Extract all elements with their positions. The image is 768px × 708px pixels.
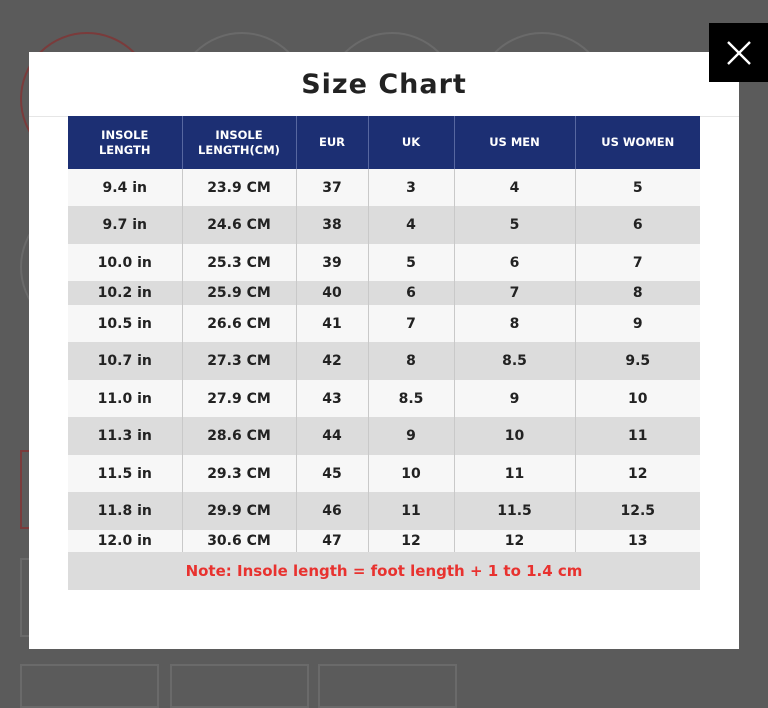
bg-size-option — [170, 664, 309, 708]
table-row — [68, 530, 700, 552]
table-cell: 45 — [296, 455, 368, 492]
table-cell: 4 — [454, 169, 575, 206]
table-row — [68, 342, 700, 380]
table-cell: 8 — [454, 305, 575, 342]
table-row — [68, 455, 700, 492]
table-cell: 6 — [368, 281, 454, 305]
table-cell: 7 — [454, 281, 575, 305]
table-cell: 41 — [296, 305, 368, 342]
size-chart-table — [68, 116, 700, 590]
table-cell: 11.3 in — [68, 417, 182, 455]
table-cell: 4 — [368, 206, 454, 244]
table-cell: 6 — [575, 206, 700, 244]
table-cell: 40 — [296, 281, 368, 305]
table-cell: 9.7 in — [68, 206, 182, 244]
table-cell: 3 — [368, 169, 454, 206]
table-cell: 10.2 in — [68, 281, 182, 305]
header-uk: UK — [368, 116, 454, 169]
modal-title: Size Chart — [301, 68, 467, 100]
table-cell: 6 — [454, 244, 575, 281]
table-cell: 8.5 — [368, 380, 454, 417]
table-cell: 8 — [575, 281, 700, 305]
table-cell: 24.6 CM — [182, 206, 296, 244]
size-chart-modal — [29, 52, 739, 649]
table-cell: 12 — [575, 455, 700, 492]
table-cell: 25.9 CM — [182, 281, 296, 305]
table-cell: 10.7 in — [68, 342, 182, 380]
table-cell: 47 — [296, 530, 368, 552]
table-row — [68, 305, 700, 342]
table-cell: 10.0 in — [68, 244, 182, 281]
table-cell: 10 — [454, 417, 575, 455]
table-cell: 9 — [575, 305, 700, 342]
header-insole-length-cm: INSOLE LENGTH(CM) — [182, 116, 296, 169]
table-header-row — [68, 116, 700, 169]
table-cell: 43 — [296, 380, 368, 417]
table-cell: 27.9 CM — [182, 380, 296, 417]
bg-size-option — [318, 664, 457, 708]
table-row — [68, 281, 700, 305]
table-cell: 39 — [296, 244, 368, 281]
table-cell: 12.0 in — [68, 530, 182, 552]
table-cell: 10 — [575, 380, 700, 417]
table-cell: 5 — [575, 169, 700, 206]
note-row — [68, 552, 700, 590]
table-cell: 5 — [454, 206, 575, 244]
table-cell: 12.5 — [575, 492, 700, 530]
table-cell: 8.5 — [454, 342, 575, 380]
header-us-women: US WOMEN — [575, 116, 700, 169]
table-cell: 11 — [454, 455, 575, 492]
table-cell: 5 — [368, 244, 454, 281]
header-us-men: US MEN — [454, 116, 575, 169]
table-cell: 11.5 in — [68, 455, 182, 492]
table-row — [68, 492, 700, 530]
table-cell: 37 — [296, 169, 368, 206]
table-cell: 11 — [368, 492, 454, 530]
table-cell: 12 — [368, 530, 454, 552]
table-cell: 11 — [575, 417, 700, 455]
table-cell: 29.9 CM — [182, 492, 296, 530]
table-cell: 29.3 CM — [182, 455, 296, 492]
table-cell: 11.8 in — [68, 492, 182, 530]
table-cell: 12 — [454, 530, 575, 552]
table-cell: 7 — [368, 305, 454, 342]
modal-header — [29, 52, 739, 117]
table-cell: 10.5 in — [68, 305, 182, 342]
size-chart — [68, 116, 700, 590]
table-row — [68, 169, 700, 206]
table-row — [68, 244, 700, 281]
header-eur: EUR — [296, 116, 368, 169]
table-cell: 44 — [296, 417, 368, 455]
table-row — [68, 417, 700, 455]
table-cell: 9.5 — [575, 342, 700, 380]
table-cell: 25.3 CM — [182, 244, 296, 281]
close-icon — [726, 40, 752, 66]
table-cell: 46 — [296, 492, 368, 530]
header-insole-length: INSOLE LENGTH — [68, 116, 182, 169]
table-cell: 9.4 in — [68, 169, 182, 206]
table-cell: 38 — [296, 206, 368, 244]
table-cell: 42 — [296, 342, 368, 380]
table-cell: 11.0 in — [68, 380, 182, 417]
table-cell: 9 — [454, 380, 575, 417]
table-cell: 28.6 CM — [182, 417, 296, 455]
table-cell: 27.3 CM — [182, 342, 296, 380]
bg-size-option — [20, 664, 159, 708]
insole-note: Note: Insole length = foot length + 1 to 1.4 cm — [68, 552, 700, 590]
table-cell: 8 — [368, 342, 454, 380]
table-cell: 30.6 CM — [182, 530, 296, 552]
table-cell: 9 — [368, 417, 454, 455]
table-cell: 13 — [575, 530, 700, 552]
table-row — [68, 206, 700, 244]
close-button[interactable] — [709, 23, 768, 82]
table-cell: 11.5 — [454, 492, 575, 530]
table-cell: 10 — [368, 455, 454, 492]
table-cell: 26.6 CM — [182, 305, 296, 342]
table-row — [68, 380, 700, 417]
table-cell: 7 — [575, 244, 700, 281]
table-cell: 23.9 CM — [182, 169, 296, 206]
